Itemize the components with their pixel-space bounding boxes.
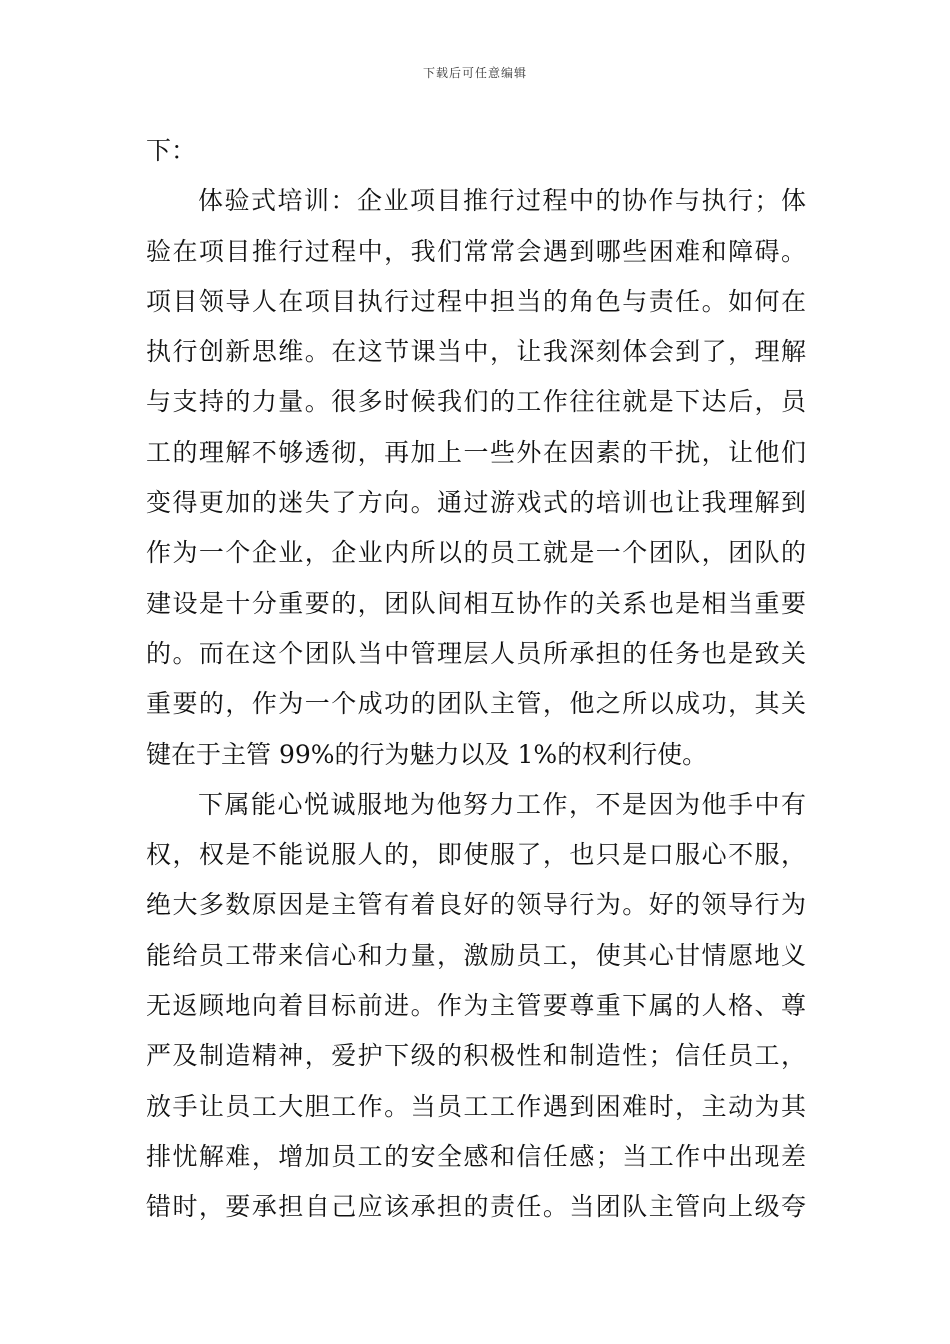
text-line: 能给员工带来信心和力量，激励员工，使其心甘情愿地义 [146,940,806,970]
text-line: 绝大多数原因是主管有着良好的领导行为。好的领导行为 [146,890,806,920]
text-line: 严及制造精神，爱护下级的积极性和制造性；信任员工， [146,1041,806,1071]
text-line: 键在于主管 99%的行为魅力以及 1%的权利行使。 [146,739,708,769]
text-line: 权，权是不能说服人的，即使服了，也只是口服心不服， [146,840,806,870]
text-line: 重要的，作为一个成功的团队主管，他之所以成功，其关 [146,689,806,719]
text-line: 与支持的力量。很多时候我们的工作往往就是下达后，员 [146,387,806,417]
text-line: 错时，要承担自己应该承担的责任。当团队主管向上级夸 [146,1192,806,1222]
text-line: 体验式培训：企业项目推行过程中的协作与执行；体 [198,186,806,216]
text-line: 排忧解难，增加员工的安全感和信任感；当工作中出现差 [146,1141,806,1171]
text-line: 变得更加的迷失了方向。通过游戏式的培训也让我理解到 [146,488,806,518]
document-body [146,126,806,1233]
page-header: 下载后可任意编辑 [422,66,527,80]
text-line: 执行创新思维。在这节课当中，让我深刻体会到了，理解 [146,337,806,367]
text-line: 下属能心悦诚服地为他努力工作，不是因为他手中有 [198,789,806,819]
text-line: 建设是十分重要的，团队间相互协作的关系也是相当重要 [146,588,806,618]
text-line: 项目领导人在项目执行过程中担当的角色与责任。如何在 [146,286,806,316]
text-line: 验在项目推行过程中，我们常常会遇到哪些困难和障碍。 [146,236,806,266]
text-line: 的。而在这个团队当中管理层人员所承担的任务也是致关 [146,638,806,668]
text-line: 下： [146,136,197,165]
text-line: 工的理解不够透彻，再加上一些外在因素的干扰，让他们 [146,437,806,467]
text-line: 放手让员工大胆工作。当员工工作遇到困难时，主动为其 [146,1091,806,1121]
text-line: 作为一个企业，企业内所以的员工就是一个团队，团队的 [146,538,806,568]
text-line: 无返顾地向着目标前进。作为主管要尊重下属的人格、尊 [146,991,806,1021]
